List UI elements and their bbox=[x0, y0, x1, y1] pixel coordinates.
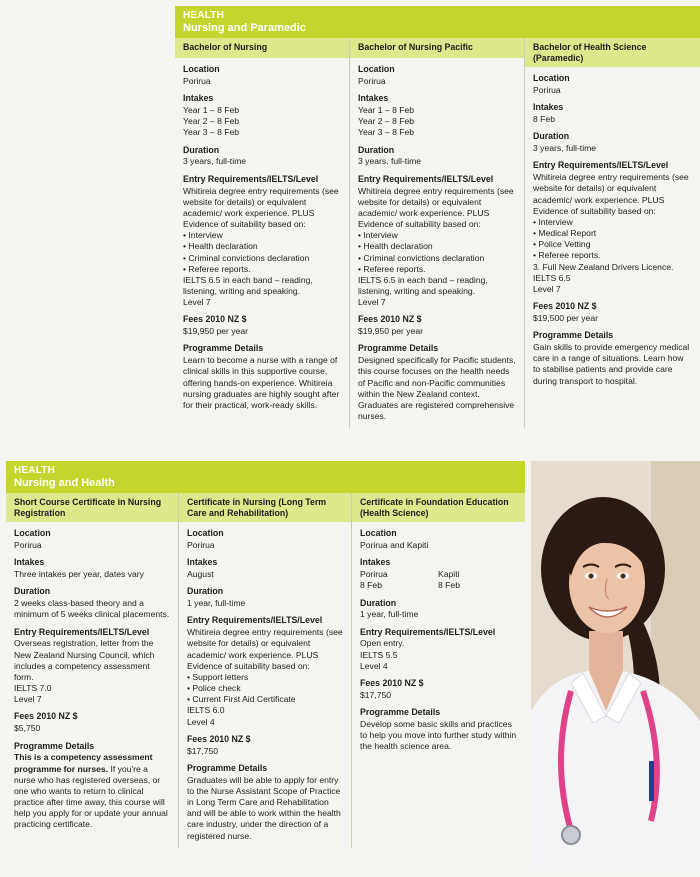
entry-bullet: • Referee reports. bbox=[183, 264, 341, 275]
duration-label: Duration bbox=[14, 586, 51, 597]
section-header bbox=[175, 6, 700, 38]
intakes-kapiti: Kapiti 8 Feb bbox=[438, 569, 460, 591]
programme-title: Certificate in Nursing (Long Term Care and Rehabilitation) bbox=[179, 493, 351, 522]
entry-bullet: • Criminal convictions declaration bbox=[358, 253, 516, 264]
intakes-value: August bbox=[187, 569, 214, 580]
intakes-porirua: Porirua 8 Feb bbox=[360, 569, 388, 591]
entry-intro: Whitireia degree entry requirements (see website for details) or equivalent academic/ work experience. PLUS Evidence of suitability based on: bbox=[533, 172, 689, 216]
entry-outro: IELTS 6.5 in each band – reading, listening, writing and speaking. Level 7 bbox=[358, 274, 488, 308]
fees-value: $5,750 bbox=[14, 723, 41, 734]
entry-label: Entry Requirements/IELTS/Level bbox=[14, 626, 150, 637]
location-label: Location bbox=[14, 528, 51, 539]
intakes-label: Intakes bbox=[358, 93, 389, 104]
location-value: Porirua and Kapiti bbox=[360, 540, 429, 551]
programme-title: Bachelor of Health Science (Paramedic) bbox=[525, 38, 700, 67]
fees-label: Fees 2010 NZ $ bbox=[187, 733, 251, 744]
location-value: Porirua bbox=[533, 85, 561, 96]
entry-bullet-list bbox=[358, 230, 516, 275]
location-value: Porirua bbox=[358, 76, 386, 87]
duration-label: Duration bbox=[358, 144, 395, 155]
location-label: Location bbox=[358, 64, 395, 75]
fees-label: Fees 2010 NZ $ bbox=[533, 301, 597, 312]
section-subtitle: Nursing and Paramedic bbox=[183, 21, 306, 34]
entry-bullet-list bbox=[183, 230, 341, 275]
location-label: Location bbox=[533, 73, 570, 84]
entry-intro: Whitireia degree entry requirements (see website for details) or equivalent academic/ work experience. PLUS Evidence of suitability based on: bbox=[183, 185, 339, 230]
entry-label: Entry Requirements/IELTS/Level bbox=[358, 173, 494, 184]
entry-text: Overseas registration, letter from the New Zealand Nursing Council, which includes a competency assessment form. IELTS 7.0 Level 7 bbox=[14, 638, 155, 705]
duration-value: 3 years, full-time bbox=[183, 156, 247, 167]
details-label: Programme Details bbox=[183, 343, 264, 354]
details-text: Gain skills to provide emergency medical care in a range of situations. Learn how to stabilise patients and provide care during transport to hospital. bbox=[533, 342, 690, 386]
entry-bullet-list bbox=[187, 672, 343, 706]
fees-label: Fees 2010 NZ $ bbox=[360, 677, 424, 688]
duration-label: Duration bbox=[187, 586, 224, 597]
entry-bullet-list bbox=[533, 217, 692, 262]
entry-bullet: • Support letters bbox=[187, 672, 343, 683]
entry-bullet: • Referee reports. bbox=[358, 264, 516, 275]
entry-label: Entry Requirements/IELTS/Level bbox=[360, 626, 496, 637]
details-text: Develop some basic skills and practices to help you move into further study within the health science area. bbox=[360, 718, 517, 752]
intakes-value: 8 Feb bbox=[533, 114, 555, 125]
details-text: Graduates will be able to apply for entry to the Nurse Assistant Scope of Practice in Long Term Care and Rehabilitation and will be able to work within the health care industry, under the direction of a registered nurse. bbox=[187, 774, 341, 841]
entry-label: Entry Requirements/IELTS/Level bbox=[187, 615, 323, 626]
intakes-label: Intakes bbox=[14, 557, 45, 568]
location-value: Porirua bbox=[14, 540, 42, 551]
location-value: Porirua bbox=[183, 76, 211, 87]
programme-bachelor-of-nursing-pacific bbox=[350, 38, 525, 428]
entry-outro: IELTS 6.5 in each band – reading, listening, writing and speaking. Level 7 bbox=[183, 274, 313, 308]
fees-label: Fees 2010 NZ $ bbox=[358, 314, 422, 325]
intakes-value: Three intakes per year, dates vary bbox=[14, 569, 144, 580]
fees-value: $19,950 per year bbox=[183, 326, 248, 337]
details-body: If you're a nurse who has registered overseas, or one who wants to return to clinical practice after time away, this course will help you apply for or update your annual practicing certificate. bbox=[14, 763, 168, 830]
section-nursing-health bbox=[6, 461, 525, 848]
details-label: Programme Details bbox=[533, 330, 614, 341]
details-label: Programme Details bbox=[360, 706, 441, 717]
entry-text: Open entry. IELTS 5.5 Level 4 bbox=[360, 638, 405, 671]
entry-bullet: • Police Vetting bbox=[533, 239, 692, 250]
entry-bullet: • Referee reports. bbox=[533, 250, 692, 261]
duration-label: Duration bbox=[533, 131, 570, 142]
programme-short-course-nursing-registration bbox=[6, 493, 179, 848]
programme-bachelor-health-science-paramedic bbox=[525, 38, 700, 428]
programme-title: Bachelor of Nursing bbox=[175, 38, 349, 58]
entry-bullet: • Medical Report bbox=[533, 228, 692, 239]
fees-value: $19,500 per year bbox=[533, 313, 598, 324]
section-category: HEALTH bbox=[183, 10, 225, 21]
duration-value: 2 weeks class-based theory and a minimum of 5 weeks clinical placements. bbox=[14, 598, 170, 620]
programme-bachelor-of-nursing bbox=[175, 38, 350, 428]
entry-bullet: • Interview bbox=[183, 230, 341, 241]
location-value: Porirua bbox=[187, 540, 215, 551]
nurse-illustration bbox=[531, 461, 700, 871]
entry-bullet: • Police check bbox=[187, 683, 343, 694]
details-label: Programme Details bbox=[14, 740, 95, 751]
duration-label: Duration bbox=[183, 144, 220, 155]
entry-label: Entry Requirements/IELTS/Level bbox=[183, 173, 319, 184]
entry-bullet: • Interview bbox=[358, 230, 516, 241]
programme-foundation-education-health-science bbox=[352, 493, 525, 848]
programme-title: Certificate in Foundation Education (Health Science) bbox=[352, 493, 525, 522]
entry-outro: 3. Full New Zealand Drivers Licence. IELTS 6.5 Level 7 bbox=[533, 261, 674, 294]
entry-intro: Whitireia degree entry requirements (see website for details) or equivalent academic/ work experience. PLUS Evidence of suitability based on: bbox=[187, 627, 343, 671]
section-subtitle: Nursing and Health bbox=[14, 476, 115, 489]
entry-bullet: • Current First Aid Certificate bbox=[187, 694, 343, 705]
programme-title: Short Course Certificate in Nursing Registration bbox=[6, 493, 178, 522]
intakes-label: Intakes bbox=[187, 557, 218, 568]
entry-bullet: • Interview bbox=[533, 217, 692, 228]
intakes-value: Year 1 – 8 Feb Year 2 – 8 Feb Year 3 – 8 Feb bbox=[183, 105, 240, 138]
entry-bullet: • Criminal convictions declaration bbox=[183, 253, 341, 264]
intakes-value: Year 1 – 8 Feb Year 2 – 8 Feb Year 3 – 8 Feb bbox=[358, 105, 415, 138]
section-nursing-paramedic bbox=[175, 6, 700, 428]
programme-title: Bachelor of Nursing Pacific bbox=[350, 38, 524, 58]
intakes-label: Intakes bbox=[360, 557, 391, 568]
nurse-photo bbox=[531, 461, 700, 871]
fees-value: $17,750 bbox=[360, 689, 392, 700]
entry-bullet: • Health declaration bbox=[358, 241, 516, 252]
fees-value: $17,750 bbox=[187, 745, 219, 756]
details-lead: This is a competency assessment programme for nurses. bbox=[14, 752, 153, 774]
entry-outro: IELTS 6.0 Level 4 bbox=[187, 705, 225, 727]
fees-label: Fees 2010 NZ $ bbox=[14, 711, 78, 722]
intakes-label: Intakes bbox=[183, 93, 214, 104]
duration-value: 1 year, full-time bbox=[360, 609, 419, 620]
location-label: Location bbox=[183, 64, 220, 75]
entry-label: Entry Requirements/IELTS/Level bbox=[533, 160, 669, 171]
details-label: Programme Details bbox=[358, 343, 439, 354]
details-text bbox=[14, 752, 170, 830]
duration-label: Duration bbox=[360, 597, 397, 608]
entry-bullet: • Health declaration bbox=[183, 241, 341, 252]
duration-value: 1 year, full-time bbox=[187, 598, 246, 609]
intakes-label: Intakes bbox=[533, 102, 564, 113]
duration-value: 3 years, full-time bbox=[358, 156, 422, 167]
location-label: Location bbox=[187, 528, 224, 539]
entry-intro: Whitireia degree entry requirements (see website for details) or equivalent academic/ work experience. PLUS Evidence of suitability based on: bbox=[358, 185, 514, 230]
duration-value: 3 years, full-time bbox=[533, 143, 597, 154]
location-label: Location bbox=[360, 528, 397, 539]
fees-value: $19,950 per year bbox=[358, 326, 423, 337]
details-label: Programme Details bbox=[187, 762, 268, 773]
programme-certificate-in-nursing bbox=[179, 493, 352, 848]
section-category: HEALTH bbox=[14, 465, 56, 476]
details-text: Learn to become a nurse with a range of clinical skills in this supportive course, offering hands-on experience. Whitireia nursing graduates are highly sought after for their practical, work-ready skills. bbox=[183, 355, 340, 410]
details-text: Designed specifically for Pacific students, this course focuses on the health needs of Pacific and non-Pacific communities within the New Zealand context. Graduates are registered comprehensive nurses. bbox=[358, 355, 516, 422]
section-header bbox=[6, 461, 525, 493]
fees-label: Fees 2010 NZ $ bbox=[183, 314, 247, 325]
